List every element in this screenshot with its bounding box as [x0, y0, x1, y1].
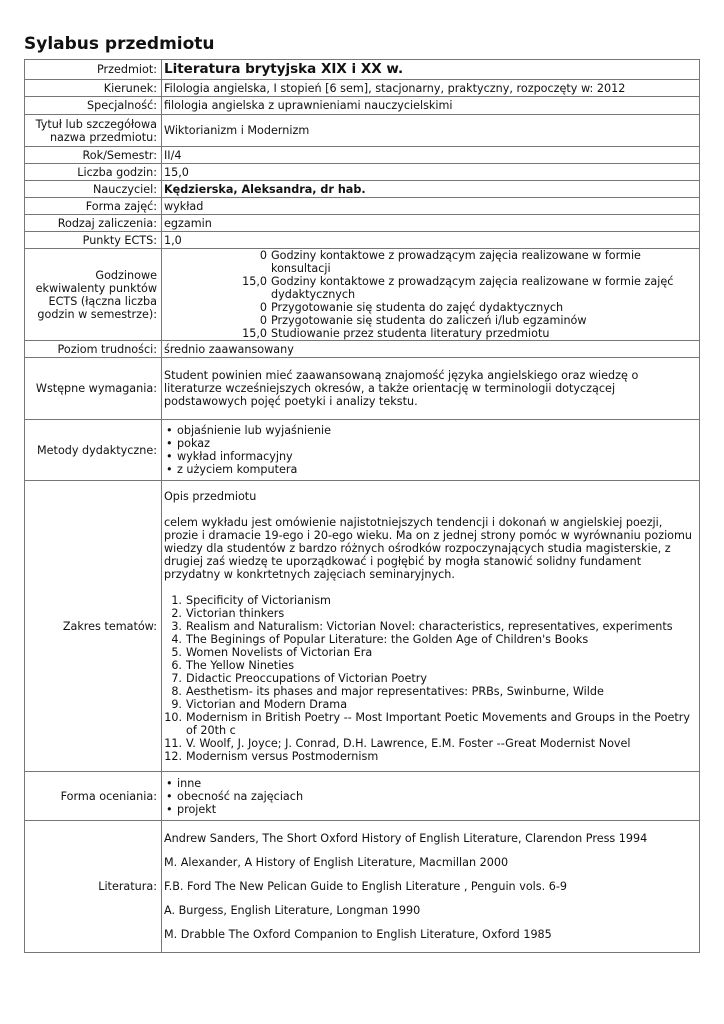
row-metody	[25, 420, 700, 481]
list-item: • obecność na zajęciach	[164, 790, 696, 803]
hours-text: Studiowanie przez studenta literatury przedmiotu	[271, 327, 550, 340]
hours-text: Przygotowanie się studenta do zajęć dydaktycznych	[271, 301, 564, 314]
row-literatura	[25, 821, 700, 953]
topic-text: Modernism versus Postmodernism	[186, 749, 379, 763]
topic-text: Modernism in British Poetry -- Most Important Poetic Movements and Groups in the Poetry of 20th c	[186, 710, 690, 737]
label-rok: Rok/Semestr:	[25, 147, 162, 164]
list-item: • pokaz	[164, 437, 696, 450]
methods-list	[164, 424, 696, 476]
list-item: • z użyciem komputera	[164, 463, 696, 476]
topic-item: 6. The Yellow Nineties	[171, 658, 295, 672]
topic-item: 2. Victorian thinkers	[171, 606, 285, 620]
row-forma	[25, 198, 700, 215]
label-specjalnosc: Specjalność:	[25, 97, 162, 115]
topic-item: 3. Realism and Naturalism: Victorian Novel: characteristics, representatives, experiments	[171, 619, 673, 633]
value-forma: wykład	[162, 198, 700, 215]
label-metody: Metody dydaktyczne:	[25, 420, 162, 481]
topic-item: 4. The Beginings of Popular Literature: the Golden Age of Children's Books	[171, 632, 589, 646]
row-ects	[25, 232, 700, 249]
label-poziom: Poziom trudności:	[25, 341, 162, 358]
row-ocenianie	[25, 772, 700, 821]
value-nauczyciel: Kędzierska, Aleksandra, dr hab.	[162, 181, 700, 198]
list-item: • projekt	[164, 803, 696, 816]
value-ects: 1,0	[162, 232, 700, 249]
hours-item	[237, 301, 696, 314]
literature-item: A. Burgess, English Literature, Longman 1990	[164, 904, 421, 917]
label-godziny: Liczba godzin:	[25, 164, 162, 181]
topic-item: 11. V. Woolf, J. Joyce; J. Conrad, D.H. Lawrence, E.M. Foster --Great Modernist Novel	[164, 736, 631, 750]
topic-text: Victorian thinkers	[186, 606, 285, 620]
description-heading: Opis przedmiotu	[164, 489, 257, 503]
list-item: • wykład informacyjny	[164, 450, 696, 463]
topics-list	[164, 594, 696, 763]
label-forma: Forma zajęć:	[25, 198, 162, 215]
value-rok: II/4	[162, 147, 700, 164]
hours-item	[237, 275, 696, 301]
topic-text: The Beginings of Popular Literature: the Golden Age of Children's Books	[186, 632, 589, 646]
topic-text: Aesthetism- its phases and major representatives: PRBs, Swinburne, Wilde	[186, 684, 604, 698]
hours-item	[237, 249, 696, 275]
row-zakres	[25, 481, 700, 772]
hours-list	[237, 249, 696, 340]
topic-item: 1. Specificity of Victorianism	[171, 593, 331, 607]
topic-item: 10. Modernism in British Poetry -- Most Important Poetic Movements and Groups in the Poetry of 20th c	[164, 711, 696, 737]
hours-number: 15,0	[242, 275, 267, 288]
literature-item: M. Drabble The Oxford Companion to English Literature, Oxford 1985	[164, 928, 552, 941]
value-godziny: 15,0	[162, 164, 700, 181]
label-literatura: Literatura:	[25, 821, 162, 953]
label-ocenianie: Forma oceniania:	[25, 772, 162, 821]
row-nauczyciel	[25, 181, 700, 198]
literature-item: Andrew Sanders, The Short Oxford History of English Literature, Clarendon Press 1994	[164, 832, 648, 845]
label-ects: Punkty ECTS:	[25, 232, 162, 249]
value-kierunek: Filologia angielska, I stopień [6 sem], stacjonarny, praktyczny, rozpoczęty w: 2012	[162, 80, 700, 97]
row-ekwiwalenty	[25, 249, 700, 341]
literature-item: F.B. Ford The New Pelican Guide to English Literature , Penguin vols. 6-9	[164, 880, 567, 893]
label-wymagania: Wstępne wymagania:	[25, 358, 162, 420]
hours-text: Przygotowanie się studenta do zaliczeń i/lub egzaminów	[271, 314, 587, 327]
topic-text: The Yellow Nineties	[186, 658, 295, 672]
value-poziom: średnio zaawansowany	[162, 341, 700, 358]
hours-number: 15,0	[242, 327, 267, 340]
row-godziny	[25, 164, 700, 181]
value-literatura	[162, 821, 700, 953]
list-item: • inne	[164, 777, 696, 790]
label-zakres: Zakres tematów:	[25, 481, 162, 772]
hours-text: Godziny kontaktowe z prowadzącym zajęcia realizowane w formie konsultacji	[271, 249, 641, 275]
row-kierunek	[25, 80, 700, 97]
label-nauczyciel: Nauczyciel:	[25, 181, 162, 198]
value-specjalnosc: filologia angielska z uprawnieniami nauczycielskimi	[162, 97, 700, 115]
label-ekwiwalenty: Godzinowe ekwiwalenty punktów ECTS (łączna liczba godzin w semestrze):	[25, 249, 162, 341]
row-tytul	[25, 115, 700, 147]
grading-list	[164, 777, 696, 816]
hours-number: 0	[259, 249, 267, 262]
row-zaliczenie	[25, 215, 700, 232]
row-specjalnosc	[25, 97, 700, 115]
literature-item: M. Alexander, A History of English Literature, Macmillan 2000	[164, 856, 509, 869]
hours-number: 0	[259, 301, 267, 314]
value-wymagania: Student powinien mieć zaawansowaną znajomość języka angielskiego oraz wiedzę o literaturze wcześniejszych okresów, a także orientację w terminologii dotyczącej podstawowych pojęć poetyki i analizy tekstu.	[162, 358, 700, 420]
topic-text: Victorian and Modern Drama	[186, 697, 348, 711]
value-ocenianie	[162, 772, 700, 821]
value-ekwiwalenty	[162, 249, 700, 341]
row-rok	[25, 147, 700, 164]
topic-item: 8. Aesthetism- its phases and major representatives: PRBs, Swinburne, Wilde	[171, 684, 604, 698]
value-tytul: Wiktorianizm i Modernizm	[162, 115, 700, 147]
description-text: celem wykładu jest omówienie najistotniejszych tendencji i dokonań w angielskiej poezji, prozie i dramacie 19-ego i 20-ego wieku. Ma on z jednej strony pomóc w wyrównaniu poziomu wiedzy dla studentów z bardzo różnych ośrodków rozpoczynających studia magisterskie, z drugiej zaś wiedzę te uporządkować i pogłębić by mogła stanowić solidny fundament przydatny w konkrtetnych zajęciach seminaryjnych.	[164, 515, 693, 581]
topic-text: Didactic Preoccupations of Victorian Poetry	[186, 671, 427, 685]
topic-item: 5. Women Novelists of Victorian Era	[171, 645, 373, 659]
value-metody	[162, 420, 700, 481]
row-poziom	[25, 341, 700, 358]
hours-item	[237, 327, 696, 340]
syllabus-table	[24, 59, 700, 953]
topic-text: Specificity of Victorianism	[186, 593, 331, 607]
label-tytul: Tytuł lub szczegółowa nazwa przedmiotu:	[25, 115, 162, 147]
page-title: Sylabus przedmiotu	[24, 34, 215, 54]
value-zakres	[162, 481, 700, 772]
label-zaliczenie: Rodzaj zaliczenia:	[25, 215, 162, 232]
label-przedmiot: Przedmiot:	[25, 60, 162, 80]
topic-item: 7. Didactic Preoccupations of Victorian Poetry	[171, 671, 427, 685]
row-przedmiot	[25, 60, 700, 80]
value-przedmiot: Literatura brytyjska XIX i XX w.	[162, 60, 700, 80]
topic-text: Realism and Naturalism: Victorian Novel: characteristics, representatives, experiments	[186, 619, 673, 633]
row-wymagania	[25, 358, 700, 420]
value-zaliczenie: egzamin	[162, 215, 700, 232]
label-kierunek: Kierunek:	[25, 80, 162, 97]
topic-item: 9. Victorian and Modern Drama	[171, 697, 348, 711]
list-item: • objaśnienie lub wyjaśnienie	[164, 424, 696, 437]
hours-text: Godziny kontaktowe z prowadzącym zajęcia realizowane w formie zajęć dydaktycznych	[271, 275, 674, 301]
hours-item	[237, 314, 696, 327]
topic-text: V. Woolf, J. Joyce; J. Conrad, D.H. Lawrence, E.M. Foster --Great Modernist Novel	[186, 736, 631, 750]
topic-text: Women Novelists of Victorian Era	[186, 645, 373, 659]
hours-number: 0	[259, 314, 267, 327]
topic-item: 12. Modernism versus Postmodernism	[164, 749, 379, 763]
